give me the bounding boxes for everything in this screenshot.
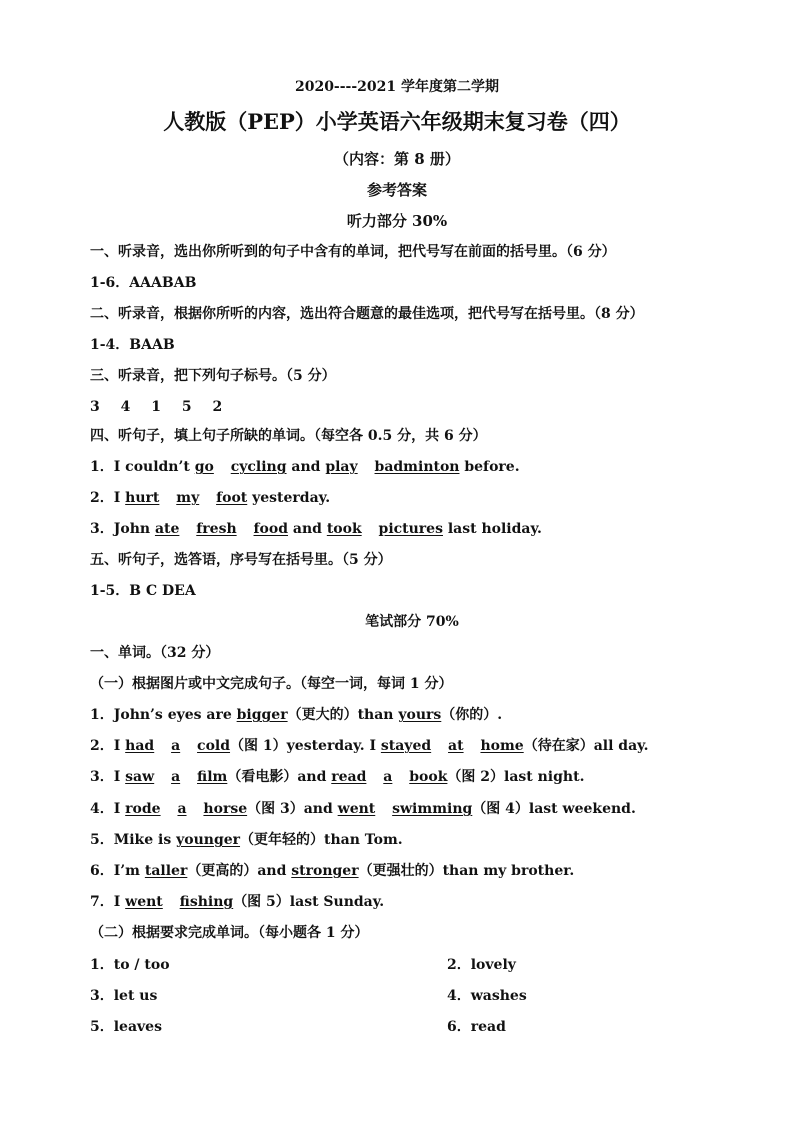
answer-word: fresh: [196, 521, 237, 537]
answer-word: book: [409, 769, 448, 785]
word-sentence-3: [90, 768, 584, 786]
list-item: 5．leaves: [90, 1019, 162, 1035]
sentence-text: （图 5）last Sunday.: [233, 894, 385, 910]
sentence-text: （待在家）all day.: [523, 738, 649, 754]
writing-heading: 笔试部分 70%: [365, 614, 459, 630]
answer-word: home: [480, 738, 524, 754]
sentence-text: 5．Mike is: [90, 832, 172, 848]
sentence-text: 4．I: [90, 801, 121, 817]
answer-word: a: [171, 769, 181, 785]
answer-word: horse: [203, 801, 248, 817]
answer-word: went: [125, 894, 163, 910]
answer-word: had: [125, 738, 155, 754]
answer-word: took: [326, 521, 362, 537]
answer-word: a: [171, 738, 181, 754]
sentence-text: （图 4）last weekend.: [472, 801, 636, 817]
order-number: 4: [120, 399, 131, 415]
year-line: 2020----2021 学年度第二学期: [294, 79, 500, 95]
sentence-text: 1．John’s eyes are: [90, 707, 232, 723]
answer-word: foot: [216, 490, 248, 506]
word-sentence-6: [90, 862, 574, 880]
sentence-text: 3．I: [90, 769, 121, 785]
sentence-text: 7．I: [90, 894, 121, 910]
answer-word: a: [383, 769, 393, 785]
answer-key-heading: 参考答案: [366, 181, 427, 199]
answer-word: rode: [125, 801, 161, 817]
list-item: 1．to / too: [90, 957, 170, 973]
sentence-text: yesterday.: [252, 490, 331, 506]
sentence-text: （更年轻的）than Tom.: [240, 832, 403, 848]
sentence-text: 2．I: [90, 738, 121, 754]
sentence-text: last holiday.: [447, 521, 542, 537]
answer-word: cold: [197, 738, 231, 754]
answer-word: fishing: [179, 894, 234, 910]
word-sentence-4: [90, 800, 636, 818]
question-5: 五、听句子，选答语，序号写在括号里。（5 分）: [90, 552, 392, 568]
question-1: 一、听录音，选出你所听到的句子中含有的单词，把代号写在前面的括号里。（6 分）: [90, 244, 616, 260]
answer-word: ate: [154, 521, 180, 537]
listening-heading: 听力部分 30%: [346, 212, 448, 230]
sentence-text: （图 2）last night.: [447, 769, 585, 785]
answer-word: hurt: [125, 490, 160, 506]
answer-word: go: [194, 459, 214, 475]
answer-word: pictures: [378, 521, 443, 537]
sentence-text: 2．I: [90, 490, 121, 506]
word-sentence-2: [90, 737, 649, 755]
answer-word: cycling: [230, 459, 287, 475]
answer-word: at: [448, 738, 464, 754]
answer-2: 1-4．BAAB: [90, 337, 175, 353]
order-number: 5: [181, 399, 192, 415]
sentence-text: 3．John: [90, 521, 151, 537]
answer-word: film: [197, 769, 228, 785]
sentence-text: （你的）.: [441, 707, 503, 723]
order-number: 3: [90, 399, 100, 415]
question-2: 二、听录音，根据你所听的内容，选出符合题意的最佳选项，把代号写在括号里。（8 分）: [90, 306, 644, 322]
answer-word: went: [337, 801, 376, 817]
sentence-4-3: [90, 520, 542, 538]
sentence-text: （看电影）and: [227, 769, 327, 785]
part-1-heading: 一、单词。（32 分）: [90, 645, 220, 661]
answer-word: swimming: [392, 801, 473, 817]
answer-word: taller: [144, 863, 188, 879]
sentence-4-1: [90, 458, 520, 476]
answer-word: food: [253, 521, 289, 537]
answer-word: badminton: [374, 459, 460, 475]
sentence-text: （图 1）yesterday. I: [230, 738, 377, 754]
answer-5: 1-5．B C DEA: [90, 583, 196, 599]
answer-word: read: [331, 769, 367, 785]
word-sentence-5: [90, 831, 403, 849]
answer-word: stayed: [380, 738, 432, 754]
sentence-text: （更高的）and: [187, 863, 287, 879]
question-3: 三、听录音，把下列句子标号。（5 分）: [90, 368, 336, 384]
answer-word: my: [176, 490, 200, 506]
answer-word: stronger: [291, 863, 359, 879]
word-sentence-7: [90, 893, 384, 911]
order-number: 2: [212, 399, 223, 415]
sentence-text: and: [292, 521, 322, 537]
list-item: 4．washes: [447, 988, 527, 1004]
answer-word: younger: [176, 832, 241, 848]
list-item: 3．let us: [90, 988, 158, 1004]
question-4: 四、听句子，填上句子所缺的单词。（每空各 0.5 分，共 6 分）: [90, 428, 487, 444]
answer-word: bigger: [236, 707, 288, 723]
list-item: 6．read: [447, 1019, 506, 1035]
order-number: 1: [151, 399, 161, 415]
answer-word: a: [177, 801, 187, 817]
answer-word: yours: [398, 707, 442, 723]
subsection-1: （一）根据图片或中文完成句子。（每空一词，每词 1 分）: [90, 676, 453, 692]
content-note: （内容：第 8 册）: [334, 150, 460, 168]
answer-1: 1-6．AAABAB: [90, 275, 197, 291]
sentence-text: before.: [464, 459, 520, 475]
sentence-text: （图 3）and: [247, 801, 333, 817]
word-sentence-1: [90, 706, 502, 724]
sentence-text: 6．I’m: [90, 863, 140, 879]
answer-word: saw: [125, 769, 155, 785]
sentence-4-2: [90, 489, 330, 507]
subsection-2: （二）根据要求完成单词。（每小题各 1 分）: [90, 925, 369, 941]
sentence-text: 1．I couldn’t: [90, 459, 190, 475]
page-title: 人教版（PEP）小学英语六年级期末复习卷（四）: [163, 109, 631, 134]
sentence-text: and: [291, 459, 321, 475]
answer-word: play: [325, 459, 358, 475]
sentence-text: （更强壮的）than my brother.: [358, 863, 575, 879]
answer-3: [90, 398, 222, 416]
sentence-text: （更大的）than: [287, 707, 394, 723]
list-item: 2．lovely: [447, 957, 516, 973]
